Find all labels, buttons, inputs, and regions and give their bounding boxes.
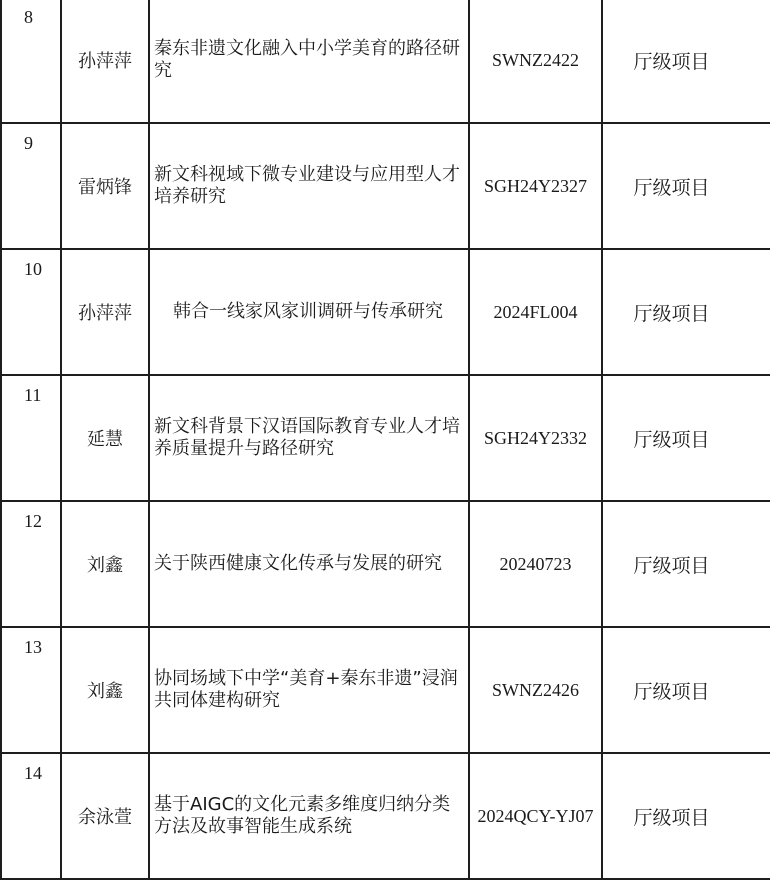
project-code: 2024FL004 bbox=[469, 249, 602, 375]
person-name: 余泳萱 bbox=[61, 753, 149, 879]
row-number: 8 bbox=[1, 0, 61, 123]
project-code: SGH24Y2332 bbox=[469, 375, 602, 501]
table-row bbox=[1, 123, 770, 249]
table-row bbox=[1, 249, 770, 375]
project-level: 厅级项目 bbox=[602, 753, 770, 879]
project-code: SWNZ2422 bbox=[469, 0, 602, 123]
project-level: 厅级项目 bbox=[602, 501, 770, 627]
table-row bbox=[1, 627, 770, 753]
person-name: 延慧 bbox=[61, 375, 149, 501]
project-code: 20240723 bbox=[469, 501, 602, 627]
project-code: SGH24Y2327 bbox=[469, 123, 602, 249]
person-name: 刘鑫 bbox=[61, 627, 149, 753]
project-title: 秦东非遗文化融入中小学美育的路径研究 bbox=[149, 0, 469, 123]
project-title: 协同场域下中学“美育+秦东非遗”浸润共同体建构研究 bbox=[149, 627, 469, 753]
project-title: 新文科视域下微专业建设与应用型人才培养研究 bbox=[149, 123, 469, 249]
row-number: 10 bbox=[1, 249, 61, 375]
row-number: 12 bbox=[1, 501, 61, 627]
table-row bbox=[1, 0, 770, 123]
project-level: 厅级项目 bbox=[602, 627, 770, 753]
project-title: 基于AIGC的文化元素多维度归纳分类方法及故事智能生成系统 bbox=[149, 753, 469, 879]
project-title: 韩合一线家风家训调研与传承研究 bbox=[149, 249, 469, 375]
project-code: SWNZ2426 bbox=[469, 627, 602, 753]
person-name: 孙萍萍 bbox=[61, 249, 149, 375]
project-level: 厅级项目 bbox=[602, 0, 770, 123]
person-name: 孙萍萍 bbox=[61, 0, 149, 123]
person-name: 刘鑫 bbox=[61, 501, 149, 627]
project-level: 厅级项目 bbox=[602, 123, 770, 249]
project-level: 厅级项目 bbox=[602, 249, 770, 375]
table-row bbox=[1, 753, 770, 879]
row-number: 13 bbox=[1, 627, 61, 753]
project-level: 厅级项目 bbox=[602, 375, 770, 501]
table-row bbox=[1, 375, 770, 501]
project-title: 关于陕西健康文化传承与发展的研究 bbox=[149, 501, 469, 627]
person-name: 雷炳锋 bbox=[61, 123, 149, 249]
project-title: 新文科背景下汉语国际教育专业人才培养质量提升与路径研究 bbox=[149, 375, 469, 501]
table-row bbox=[1, 501, 770, 627]
project-code: 2024QCY-YJ07 bbox=[469, 753, 602, 879]
row-number: 9 bbox=[1, 123, 61, 249]
row-number: 14 bbox=[1, 753, 61, 879]
row-number: 11 bbox=[1, 375, 61, 501]
